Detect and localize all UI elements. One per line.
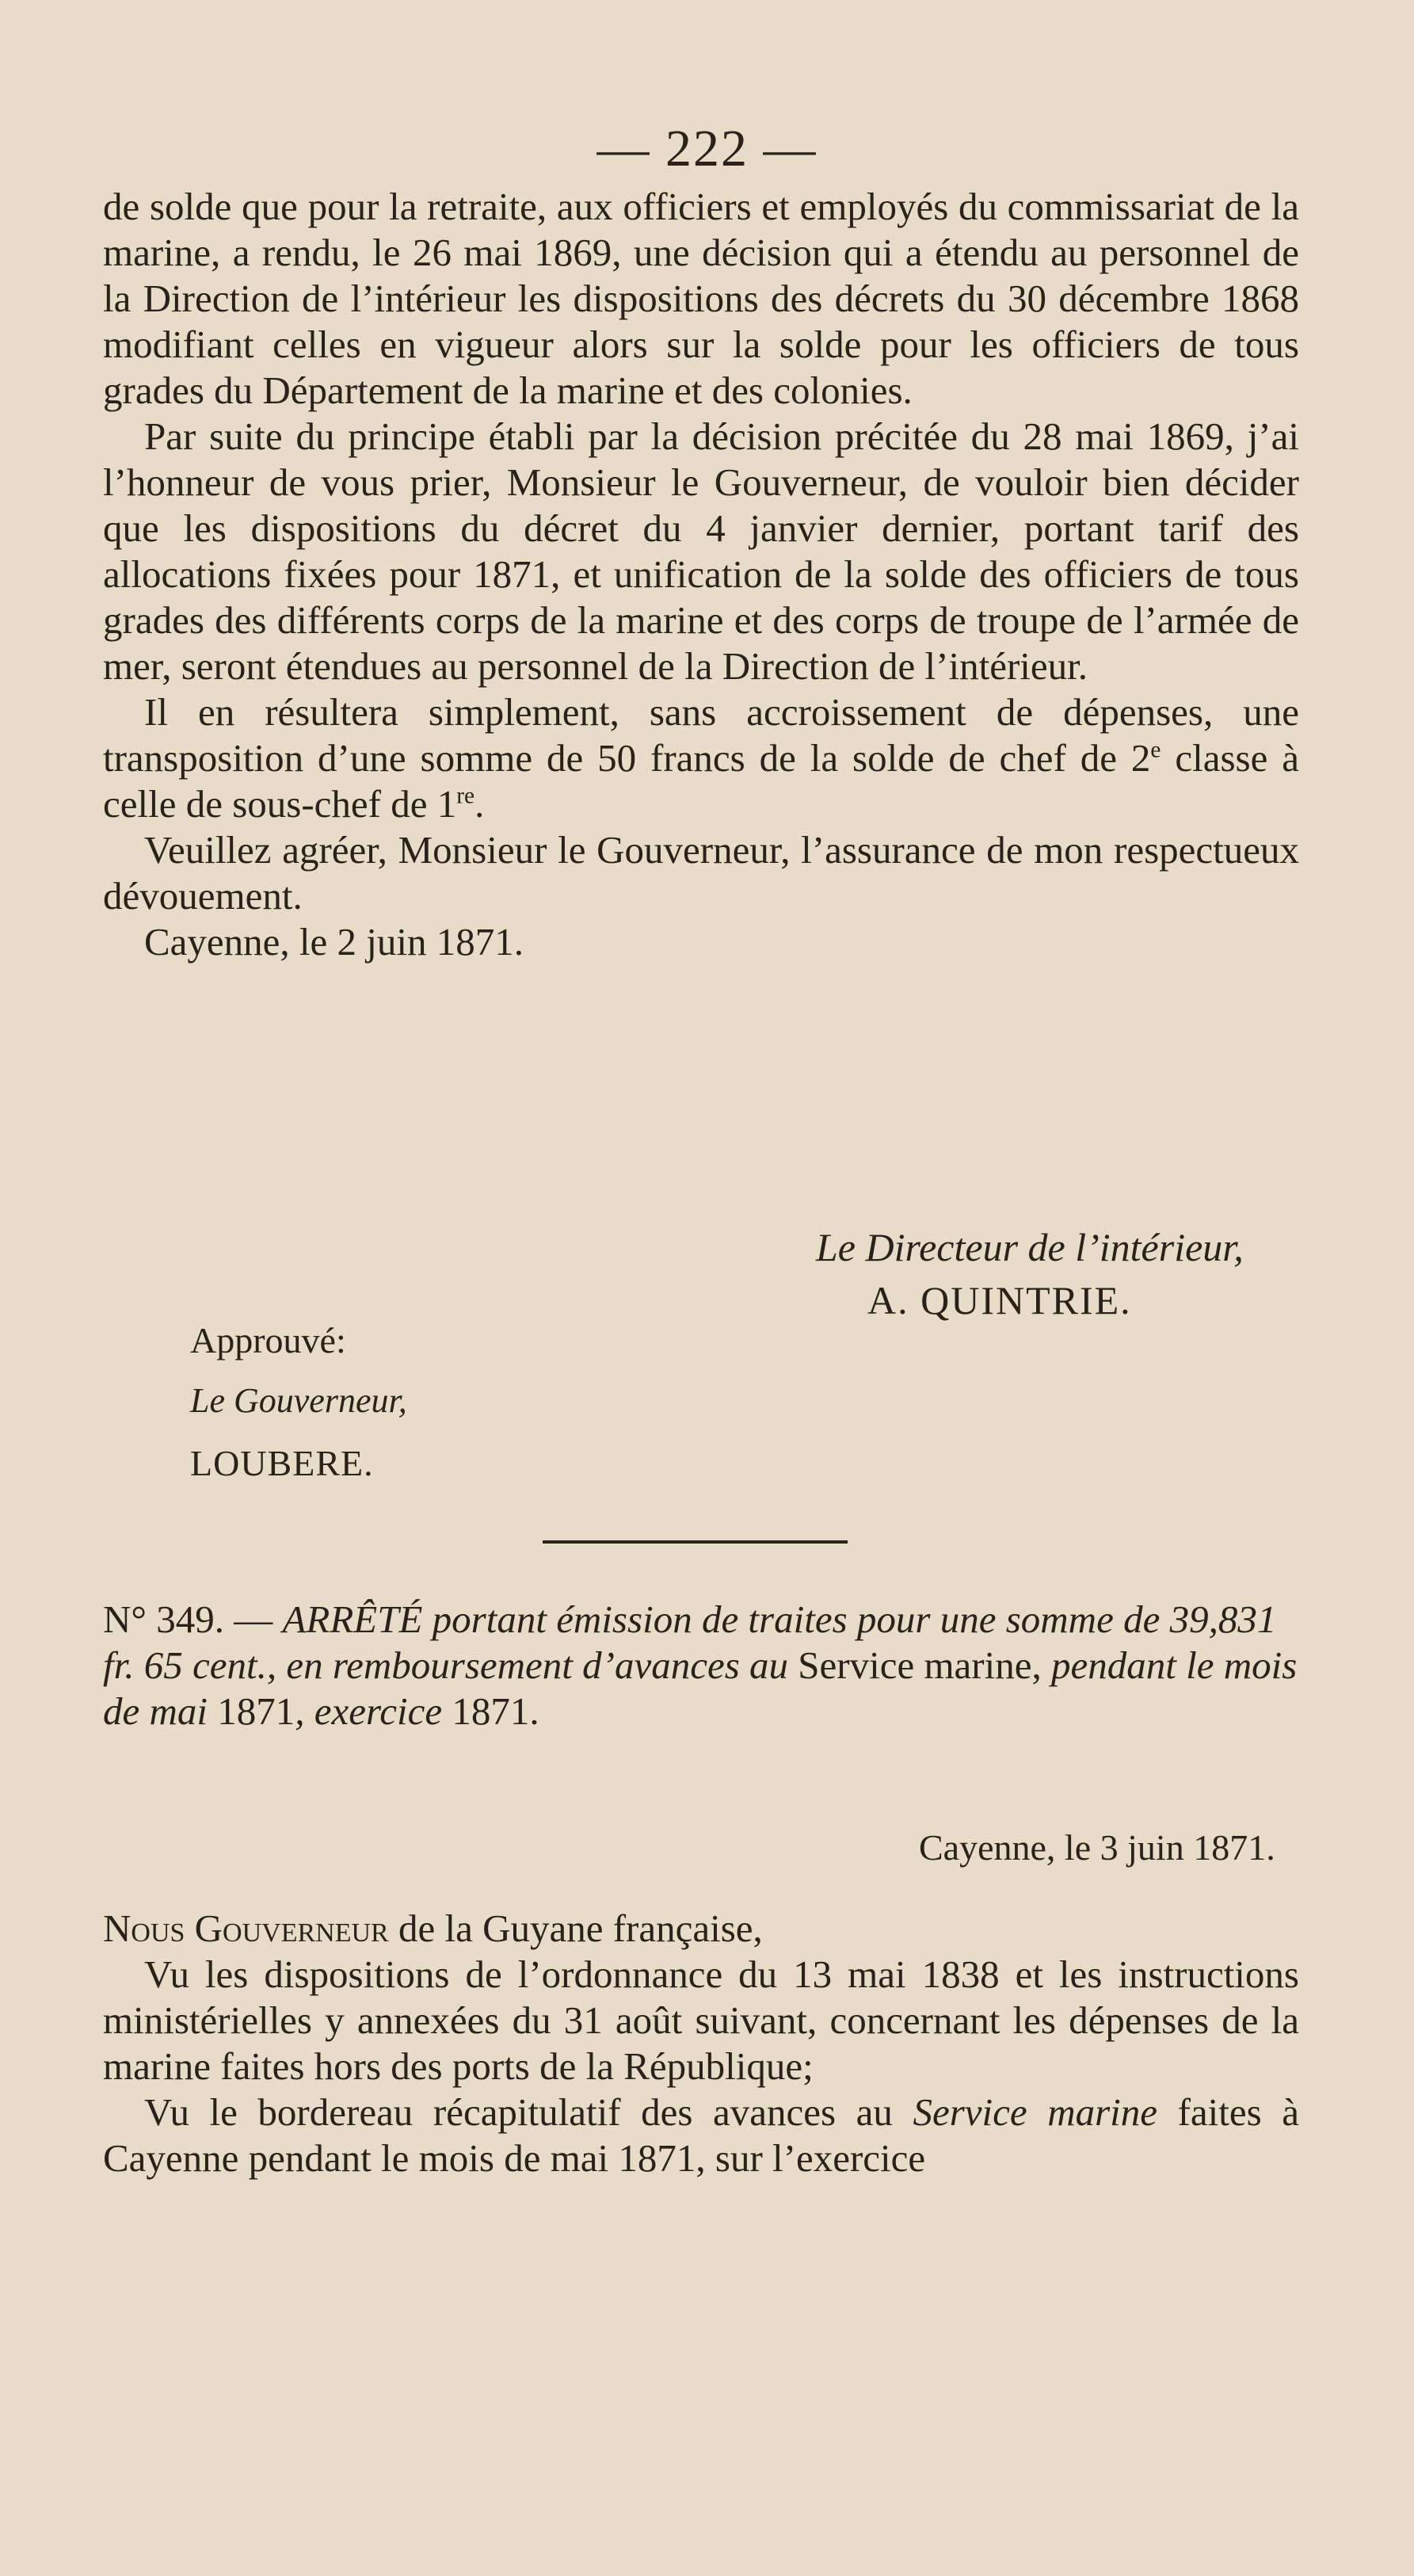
arrete-number: N° 349. — bbox=[103, 1597, 283, 1641]
vu-2-part-a: Vu le bordereau récapitulatif des avances au bbox=[144, 2090, 913, 2134]
nous-rest: de la Guyane française, bbox=[388, 1906, 763, 1950]
paragraph-2: Par suite du principe établi par la décision précitée du 28 mai 1869, j’ai l’honneur de vous prier, Monsieur le Gouverneur, de vouloir bien décider que les dispositions du décret du 4 janvier dernier, portant tarif des allocations fixées pour 1871, et unification de la solde des officiers de tous grades des différents corps de la marine et des corps de troupe de l’armée de mer, seront étendues au personnel de la Direction de l’intérieur. bbox=[103, 414, 1299, 688]
vu-paragraph-1: Vu les dispositions de l’ordonnance du 13 mai 1838 et les instructions ministérielles y annexées du 31 août suivant, concernant les dépenses de la marine faites hors des ports de la République; bbox=[103, 1952, 1299, 2088]
arrete-date: Cayenne, le 3 juin 1871. bbox=[919, 1827, 1275, 1868]
section-divider bbox=[543, 1540, 848, 1544]
letter-body bbox=[103, 184, 1299, 965]
paragraph-4: Veuillez agréer, Monsieur le Gouverneur, l’assurance de mon respectueux dévouement. bbox=[103, 828, 1299, 918]
vu-paragraph-2 bbox=[103, 2089, 1299, 2181]
arrete-tail-a: pendant le mois de mai bbox=[103, 1643, 1298, 1733]
arrete-title: ARRÊTÉ portant émission de traites pour une somme de 39,831 fr. 65 cent., en remboursement d’avances au bbox=[103, 1597, 1277, 1687]
place-date: Cayenne, le 2 juin 1871. bbox=[144, 920, 524, 964]
paragraph-3-part-c: . bbox=[475, 782, 485, 826]
arrete-year-2: 1871 bbox=[452, 1689, 530, 1733]
arrete-end: . bbox=[529, 1689, 539, 1733]
paragraph-3-sup-1: e bbox=[1150, 737, 1161, 763]
approval-title: Le Gouverneur, bbox=[190, 1381, 407, 1420]
paragraph-3-part-a: Il en résultera simplement, sans accroissement de dépenses, une transposition d’une somme de 50 francs de la solde de chef de 2 bbox=[103, 690, 1299, 780]
page-number: — 222 — bbox=[596, 120, 818, 177]
arrete-service: Service marine, bbox=[798, 1643, 1042, 1687]
arrete-body bbox=[103, 1906, 1299, 2181]
signature-name: A. QUINTRIE. bbox=[867, 1278, 1132, 1322]
vu-2-part-b: faites à Cayenne pendant le mois de mai 1871, sur l’exercice bbox=[103, 2090, 1299, 2180]
paragraph-3 bbox=[103, 689, 1299, 827]
vu-2-italic: Service marine bbox=[913, 2090, 1158, 2134]
arrete-year-1: 1871 bbox=[217, 1689, 295, 1733]
nous-gouverneur: Nous Gouverneur bbox=[103, 1906, 389, 1950]
nous-line bbox=[103, 1906, 1299, 1952]
approval-name: LOUBERE. bbox=[190, 1443, 374, 1483]
signature-title: Le Directeur de l’intérieur, bbox=[816, 1225, 1244, 1269]
approval-label: Approuvé: bbox=[190, 1320, 346, 1361]
arrete-tail-b: , exercice bbox=[295, 1689, 452, 1733]
paragraph-3-sup-2: re bbox=[456, 783, 475, 809]
paragraph-1: de solde que pour la retraite, aux officiers et employés du commissariat de la marine, a rendu, le 26 mai 1869, une décision qui a étendu au personnel de la Direction de l’intérieur les dispositions des décrets du 30 décembre 1868 modifiant celles en vigueur alors sur la solde pour les officiers de tous grades du Département de la marine et des colonies. bbox=[103, 185, 1299, 412]
paragraph-3-part-b: classe à celle de sous-chef de 1 bbox=[103, 736, 1300, 826]
arrete-heading bbox=[103, 1597, 1299, 1735]
